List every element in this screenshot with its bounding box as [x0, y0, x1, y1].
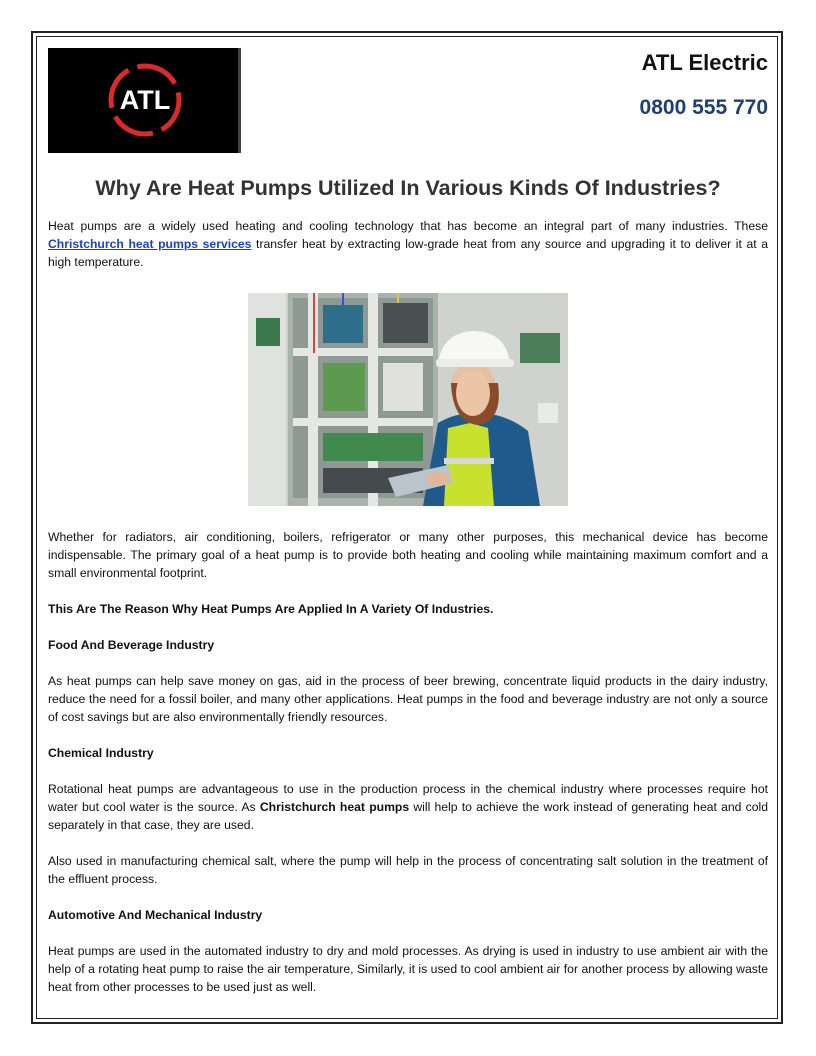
company-logo [48, 48, 241, 153]
atl-logo-ring-icon [106, 61, 184, 139]
chemical-industry-heading: Chemical Industry [48, 746, 154, 760]
food-industry-heading: Food And Beverage Industry [48, 638, 215, 652]
logo-text: ATL [119, 85, 171, 115]
chemical-salt-paragraph: Also used in manufacturing chemical salt, where the pump will help in the process of concentrating salt solution in the treatment of the effluent process. [48, 854, 768, 886]
chemical-industry-paragraph: Rotational heat pumps are advantageous to use in the production process in the chemical industry where processes require hot water but cool water is the source. As Christchurch heat pumps will help to achieve the work instead of generating heat and cold separately in that case, they are used. [48, 782, 768, 832]
reasons-heading: This Are The Reason Why Heat Pumps Are Applied In A Variety Of Industries. [48, 602, 494, 616]
automotive-industry-heading: Automotive And Mechanical Industry [48, 908, 263, 922]
phone-number[interactable]: 0800 555 770 [639, 96, 768, 119]
intro-paragraph: Heat pumps are a widely used heating and cooling technology that has become an integral part of many industries. These Christchurch heat pumps services transfer heat by extracting low-grade heat from any source and upgrading it to deliver it at a high temperature. [48, 219, 768, 269]
heat-pumps-services-link[interactable]: Christchurch heat pumps services [48, 237, 252, 251]
food-industry-paragraph: As heat pumps can help save money on gas, aid in the process of beer brewing, concentrate liquid products in the dairy industry, reduce the need for a fossil boiler, and many other applications. Heat pumps in the food and beverage industry are not only a source of cost savings but are also environmentally friendly resources. [48, 674, 768, 724]
paragraph-purpose: Whether for radiators, air conditioning, boilers, refrigerator or many other purposes, this mechanical device has become indispensable. The primary goal of a heat pump is to provide both heating and cooling while maintaining maximum comfort and a small environmental footprint. [48, 530, 768, 580]
technician-photo [248, 293, 568, 506]
company-name: ATL Electric [641, 50, 768, 75]
heat-pumps-bold: Christchurch heat pumps [259, 800, 410, 814]
automotive-industry-paragraph: Heat pumps are used in the automated industry to dry and mold processes. As drying is used in industry to use ambient air with the help of a rotating heat pump to raise the air temperature, Similarly, it is used to cool ambient air for another process by allowing waste heat from other processes to be used just as well. [48, 944, 768, 994]
article-title: Why Are Heat Pumps Utilized In Various Kinds Of Industries? [95, 176, 721, 200]
